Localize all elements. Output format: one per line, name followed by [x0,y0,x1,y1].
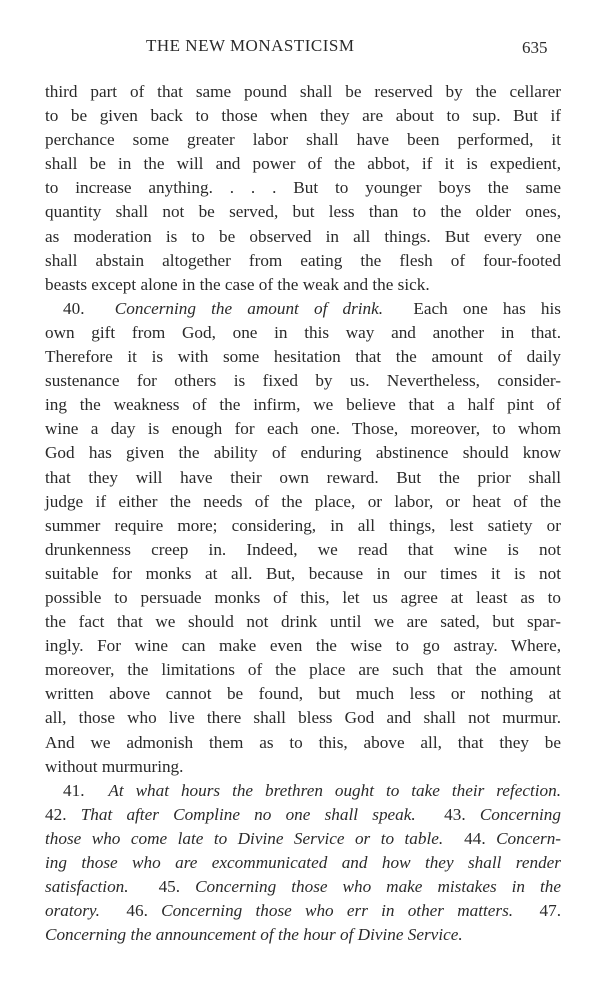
section-title: Concerning those who err in other matters. [161,901,514,921]
section-title: At what hours the brethren ought to take their refection. [108,780,562,800]
text-line: judge if either the needs of the place, or labor, or heat of the [45,491,561,511]
text-line: Therefore it is with some hesitation that the amount of daily [45,347,561,367]
section-42-43-line [45,803,561,827]
text-line: own gift from God, one in this way and another in that. [45,322,561,342]
text-line: drunkenness creep in. Indeed, we read that wine is not [45,539,561,559]
text-line: to be given back to those when they are about to sup. But if [45,106,561,126]
text-line: possible to persuade monks of this, let us agree at least as to [45,587,561,607]
text-line: wine a day is enough for each one. Those, moreover, to whom [45,419,561,439]
text-line: shall be in the will and power of the abbot, if it is expedient, [45,154,561,174]
section-47-cont-line: Concerning the announcement of the hour of Divine Service. [45,925,463,945]
section-title: oratory. [45,901,100,921]
text-line: And we admonish them as to this, above all, that they be [45,732,561,752]
section-number: 40. [63,298,85,318]
section-title: satisfaction. [45,877,129,897]
section-44-45-line [45,875,561,899]
section-44-cont-line: ing those who are excommunicated and how they shall render [45,853,561,872]
running-title: THE NEW MONASTICISM [146,36,355,55]
text-line: quantity shall not be served, but less than to the older ones, [45,202,561,222]
text-line: to increase anything. . . . But to younger boys the same [45,178,561,198]
section-number: 44. [464,828,486,848]
text-line: suitable for monks at all. But, because in our times it is not [45,563,561,583]
text-line: the fact that we should not drink until we are sated, but spar- [45,612,561,632]
section-40-heading-line [45,297,561,321]
section-title: Concerning the amount of drink. [114,298,384,318]
text-line: written above cannot be found, but much less or nothing at [45,684,561,704]
text-line: perchance some greater labor shall have been performed, it [45,130,561,150]
text-line: beasts except alone in the case of the weak and the sick. [45,274,430,294]
section-number: 42. [45,804,67,824]
text-line: shall abstain altogether from eating the flesh of four-footed [45,250,561,270]
text-line: summer require more; considering, in all things, lest satiety or [45,515,561,535]
text-line: ing the weakness of the infirm, we believe that a half pint of [45,395,561,415]
text-span: Each one has his [413,298,561,318]
section-title: those who come late to Divine Service or to table. [45,828,444,848]
text-line: without murmuring. [45,756,184,776]
text-line: God has given the ability of enduring abstinence should know [45,443,561,463]
text-line: moreover, the limitations of the place are such that the amount [45,660,561,680]
section-number: 46. [126,901,148,921]
section-title: Concerning [479,804,561,824]
section-41-line [45,779,561,803]
body-text [45,80,561,947]
section-number: 43. [444,804,466,824]
text-line: ingly. For wine can make even the wise to go astray. Where, [45,636,561,656]
section-number: 45. [158,877,181,897]
section-43-44-line [45,827,561,851]
section-number: 47. [539,901,562,921]
section-title: That after Compline no one shall speak. [80,804,416,824]
section-45-46-47-line [45,899,561,923]
page-number: 635 [522,38,548,57]
section-title: Concerning those who make mistakes in the [195,877,562,897]
text-line: third part of that same pound shall be reserved by the cellarer [45,82,561,101]
text-line: sustenance for others is fixed by us. Nevertheless, consider- [45,371,561,391]
text-line: all, those who live there shall bless God and shall not murmur. [45,708,561,728]
section-number: 41. [63,780,85,800]
text-line: as moderation is to be observed in all things. But every one [45,226,561,246]
text-line: that they will have their own reward. But the prior shall [45,467,561,487]
section-title: Concern- [496,828,562,848]
running-header [0,36,607,60]
